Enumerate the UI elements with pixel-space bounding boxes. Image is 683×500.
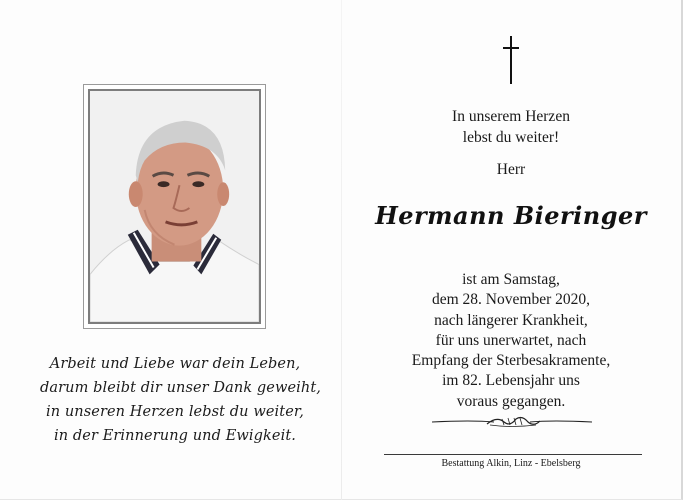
announcement-line: dem 28. November 2020,: [432, 291, 590, 309]
announcement-line: Empfang der Sterbesakramente,: [411, 352, 611, 370]
undertaker-credit: Bestattung Alkin, Linz - Ebelsberg: [441, 458, 581, 469]
verse-line: in der Erinnerung und Ewigkeit.: [54, 428, 296, 444]
announcement-text: [360, 270, 662, 412]
verse-line: in unseren Herzen lebst du weiter,: [45, 404, 305, 420]
verse-line: Arbeit und Liebe war dein Leben,: [49, 356, 301, 372]
verse-line: darum bleibt dir unser Dank geweiht,: [40, 380, 321, 396]
announcement-line: nach längerer Krankheit,: [434, 311, 588, 329]
footer-divider: [384, 454, 642, 455]
portrait-frame: [83, 84, 266, 329]
salutation: Herr: [496, 161, 526, 178]
intro-text: [360, 106, 662, 148]
cross-icon: [500, 36, 522, 84]
memorial-verse: [40, 352, 321, 448]
announcement-line: ist am Samstag,: [462, 271, 560, 288]
portrait-illustration: [90, 91, 259, 322]
intro-line: lebst du weiter!: [462, 129, 560, 146]
intro-line: In unserem Herzen: [452, 108, 570, 125]
ornamental-divider-icon: [432, 413, 592, 431]
portrait-photo: [88, 89, 261, 324]
announcement-line: voraus gegangen.: [456, 392, 566, 410]
deceased-name: Hermann Bieringer: [375, 201, 647, 230]
announcement-line: im 82. Lebensjahr uns: [442, 372, 580, 390]
announcement-line: für uns unerwartet, nach: [435, 331, 587, 349]
